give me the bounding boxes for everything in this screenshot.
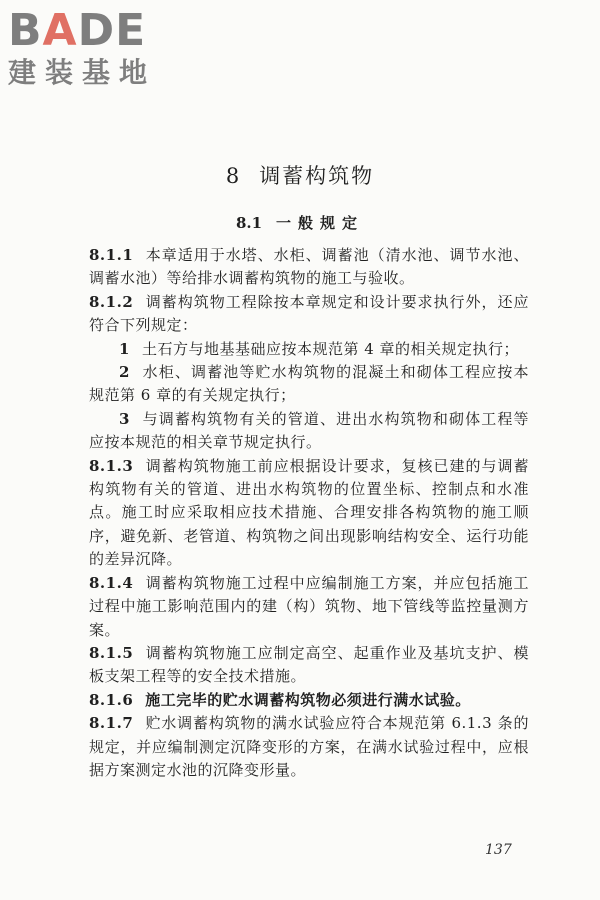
- clause-8-1-2-item-2: [89, 361, 529, 408]
- clause-8-1-2-item-3: [89, 408, 529, 455]
- clause-text: 调蓄构筑物施工过程中应编制施工方案，并应包括施工过程中施工影响范围内的建（构）筑物、地下管线等监控量测方案。: [89, 573, 529, 639]
- clause-list: [89, 244, 529, 782]
- clause-8-1-7: [89, 712, 529, 782]
- clause-number: 8.1.2: [89, 292, 134, 311]
- clause-text: 调蓄构筑物施工应制定高空、起重作业及基坑支护、模板支架工程等的安全技术措施。: [89, 643, 529, 686]
- clause-number: 8.1.6: [89, 690, 134, 709]
- clause-number: 8.1.3: [89, 456, 134, 475]
- page-number: 137: [485, 842, 512, 858]
- section-title-text: 一般规定: [276, 214, 365, 232]
- clause-number: 8.1.7: [89, 714, 134, 733]
- section-number: 8.1: [235, 214, 263, 232]
- section-title: [0, 212, 600, 233]
- clause-8-1-2-item-1: [89, 338, 529, 361]
- item-number: 2: [119, 363, 130, 382]
- logo-subtitle: 建装基地: [8, 56, 157, 89]
- logo-accent-letter: A: [42, 5, 78, 56]
- logo: [8, 6, 178, 90]
- clause-number: 8.1.5: [89, 643, 134, 662]
- item-text: 土石方与地基基础应按本规范第 4 章的相关规定执行；: [141, 339, 520, 358]
- chapter-number: 8: [225, 164, 242, 188]
- clause-text: 施工完毕的贮水调蓄构筑物必须进行满水试验。: [145, 690, 471, 709]
- chapter-title: [0, 160, 600, 190]
- clause-number: 8.1.1: [89, 246, 134, 264]
- item-text: 水柜、调蓄池等贮水构筑物的混凝土和砌体工程应按本规范第 6 章的有关规定执行；: [89, 363, 529, 405]
- clause-8-1-1: [89, 244, 529, 291]
- clause-text: 调蓄构筑物施工前应根据设计要求，复核已建的与调蓄构筑物有关的管道、进出水构筑物的位置坐标、控制点和水准点。施工时应采取相应技术措施、合理安排各构筑物的施工顺序，避免新、老管道、构筑物之间出现影响结构安全、运行功能的差异沉降。: [89, 456, 529, 569]
- item-number: 1: [119, 339, 130, 358]
- clause-text: 本章适用于水塔、水柜、调蓄池（清水池、调节水池、调蓄水池）等给排水调蓄构筑物的施工与验收。: [89, 246, 529, 288]
- clause-8-1-4: [89, 572, 529, 642]
- clause-text: 调蓄构筑物工程除按本章规定和设计要求执行外，还应符合下列规定：: [89, 292, 529, 335]
- clause-8-1-2: [89, 291, 529, 338]
- clause-8-1-3: [89, 455, 529, 572]
- logo-wordmark: BADE: [8, 5, 147, 56]
- clause-text: 贮水调蓄构筑物的满水试验应符合本规范第 6.1.3 条的规定，并应编制测定沉降变形的方案，在满水试验过程中，应根据方案测定水池的沉降变形量。: [89, 714, 529, 779]
- clause-8-1-6: [89, 689, 529, 712]
- item-text: 与调蓄构筑物有关的管道、进出水构筑物和砌体工程等应按本规范的相关章节规定执行。: [89, 409, 529, 452]
- item-number: 3: [119, 409, 130, 428]
- clause-number: 8.1.4: [89, 573, 134, 592]
- chapter-title-text: 调蓄构筑物: [259, 164, 375, 188]
- clause-8-1-5: [89, 642, 529, 689]
